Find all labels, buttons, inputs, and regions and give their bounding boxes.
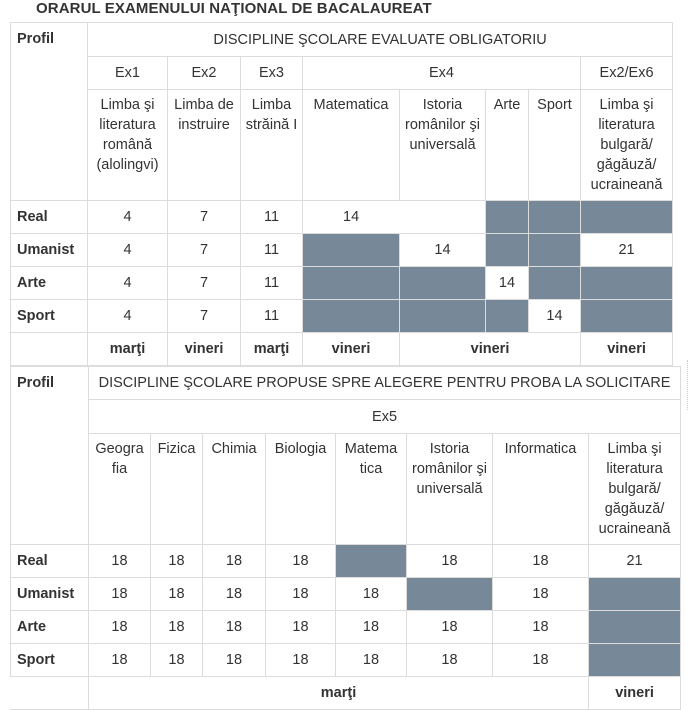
table-cell: 18 [493, 578, 589, 611]
table-cell: 14 [486, 267, 529, 300]
subject-header: Biologia [266, 434, 336, 545]
shaded-cell [589, 644, 681, 677]
table-cell: 18 [203, 578, 266, 611]
table-row [11, 545, 681, 578]
row-label: Umanist [11, 234, 88, 267]
empty-cell [11, 677, 89, 710]
exam-day: marţi [89, 677, 589, 710]
days-row [11, 333, 673, 366]
table-cell: 14 [400, 234, 486, 267]
table-cell: 7 [168, 267, 241, 300]
mandatory-subjects-table [10, 22, 673, 366]
subject-header: Arte [486, 90, 529, 201]
shaded-cell [529, 201, 581, 234]
shaded-cell [589, 578, 681, 611]
subject-header: Limba străină I [241, 90, 303, 201]
table-cell: 14 [529, 300, 581, 333]
table-cell: 18 [493, 644, 589, 677]
row-label: Sport [11, 644, 89, 677]
table-row [11, 644, 681, 677]
table-header: DISCIPLINE ŞCOLARE PROPUSE SPRE ALEGERE PENTRU PROBA LA SOLICITARE [89, 367, 681, 400]
table-row [11, 201, 673, 234]
shaded-cell [407, 578, 493, 611]
table-row [11, 234, 673, 267]
shaded-cell [581, 300, 673, 333]
table-cell: 18 [203, 644, 266, 677]
scroll-edge-divider [687, 360, 688, 410]
table-cell: 18 [336, 644, 407, 677]
table-cell: 18 [336, 611, 407, 644]
subject-header: Chimia [203, 434, 266, 545]
table-cell: 11 [241, 234, 303, 267]
shaded-cell [589, 611, 681, 644]
table-cell: 18 [493, 545, 589, 578]
exam-day: vineri [589, 677, 681, 710]
exam-day: marţi [241, 333, 303, 366]
shaded-cell [400, 267, 486, 300]
shaded-cell [581, 201, 673, 234]
table-cell: 18 [266, 545, 336, 578]
table-cell: 11 [241, 300, 303, 333]
exam-day: vineri [303, 333, 400, 366]
table-row [11, 611, 681, 644]
group-header-ex2: Ex2 [168, 57, 241, 90]
exam-day: vineri [581, 333, 673, 366]
table-cell: 18 [493, 611, 589, 644]
subject-header: Matema tica [336, 434, 407, 545]
shaded-cell [529, 234, 581, 267]
shaded-cell [486, 234, 529, 267]
exam-day: marţi [88, 333, 168, 366]
shaded-cell [486, 300, 529, 333]
row-label: Umanist [11, 578, 89, 611]
table-header: DISCIPLINE ŞCOLARE EVALUATE OBLIGATORIU [88, 23, 673, 57]
row-label: Arte [11, 611, 89, 644]
row-label: Real [11, 201, 88, 234]
row-label: Sport [11, 300, 88, 333]
table-cell: 18 [266, 611, 336, 644]
subject-header: Sport [529, 90, 581, 201]
subject-header: Matematica [303, 90, 400, 201]
shaded-cell [581, 267, 673, 300]
table-cell: 18 [89, 644, 151, 677]
subject-header: Istoria românilor şi universală [407, 434, 493, 545]
table-row [11, 267, 673, 300]
table-cell: 7 [168, 201, 241, 234]
subject-header: Informatica [493, 434, 589, 545]
group-header-ex4: Ex4 [303, 57, 581, 90]
table-cell: 18 [89, 611, 151, 644]
table-cell: 18 [266, 644, 336, 677]
table-cell: 14 [303, 201, 486, 234]
subject-header: Istoria românilor şi universală [400, 90, 486, 201]
table-cell: 18 [203, 611, 266, 644]
subject-header: Limba şi literatura bulgară/ găgăuză/ ucraineană [581, 90, 673, 201]
table-cell: 4 [88, 234, 168, 267]
shaded-cell [303, 267, 400, 300]
group-header-ex3: Ex3 [241, 57, 303, 90]
table-cell: 18 [151, 545, 203, 578]
exam-day: vineri [168, 333, 241, 366]
table-cell: 4 [88, 201, 168, 234]
page-title: ORARUL EXAMENULUI NAŢIONAL DE BACALAUREAT [36, 0, 432, 17]
table-cell: 18 [266, 578, 336, 611]
profil-label: Profil [11, 367, 89, 545]
table-cell: 21 [581, 234, 673, 267]
table-row [11, 300, 673, 333]
group-header-ex2-ex6: Ex2/Ex6 [581, 57, 673, 90]
shaded-cell [336, 545, 407, 578]
table-cell: 21 [589, 545, 681, 578]
shaded-cell [400, 300, 486, 333]
table-cell: 18 [151, 611, 203, 644]
empty-cell [11, 333, 88, 366]
subject-header: Geogra fia [89, 434, 151, 545]
table-cell: 18 [203, 545, 266, 578]
group-header-ex5: Ex5 [89, 400, 681, 434]
subject-header: Limba şi literatura română (alolingvi) [88, 90, 168, 201]
table-cell: 18 [89, 545, 151, 578]
shaded-cell [303, 300, 400, 333]
profil-label: Profil [11, 23, 88, 201]
table-cell: 18 [89, 578, 151, 611]
shaded-cell [486, 201, 529, 234]
optional-subjects-table [10, 366, 681, 710]
subject-header: Limba de instruire [168, 90, 241, 201]
table-cell: 18 [151, 578, 203, 611]
table-cell: 18 [336, 578, 407, 611]
subject-header: Fizica [151, 434, 203, 545]
group-header-ex1: Ex1 [88, 57, 168, 90]
subject-header: Limba şi literatura bulgară/ găgăuză/ ucraineană [589, 434, 681, 545]
table-cell: 18 [151, 644, 203, 677]
days-row [11, 677, 681, 710]
row-label: Arte [11, 267, 88, 300]
table-cell: 7 [168, 234, 241, 267]
table-cell: 4 [88, 300, 168, 333]
shaded-cell [529, 267, 581, 300]
table-cell: 11 [241, 201, 303, 234]
table-cell: 18 [407, 644, 493, 677]
table-cell: 18 [407, 611, 493, 644]
table-cell: 7 [168, 300, 241, 333]
shaded-cell [303, 234, 400, 267]
table-cell: 11 [241, 267, 303, 300]
table-cell: 4 [88, 267, 168, 300]
table-row [11, 578, 681, 611]
exam-day: vineri [400, 333, 581, 366]
row-label: Real [11, 545, 89, 578]
table-cell: 18 [407, 545, 493, 578]
